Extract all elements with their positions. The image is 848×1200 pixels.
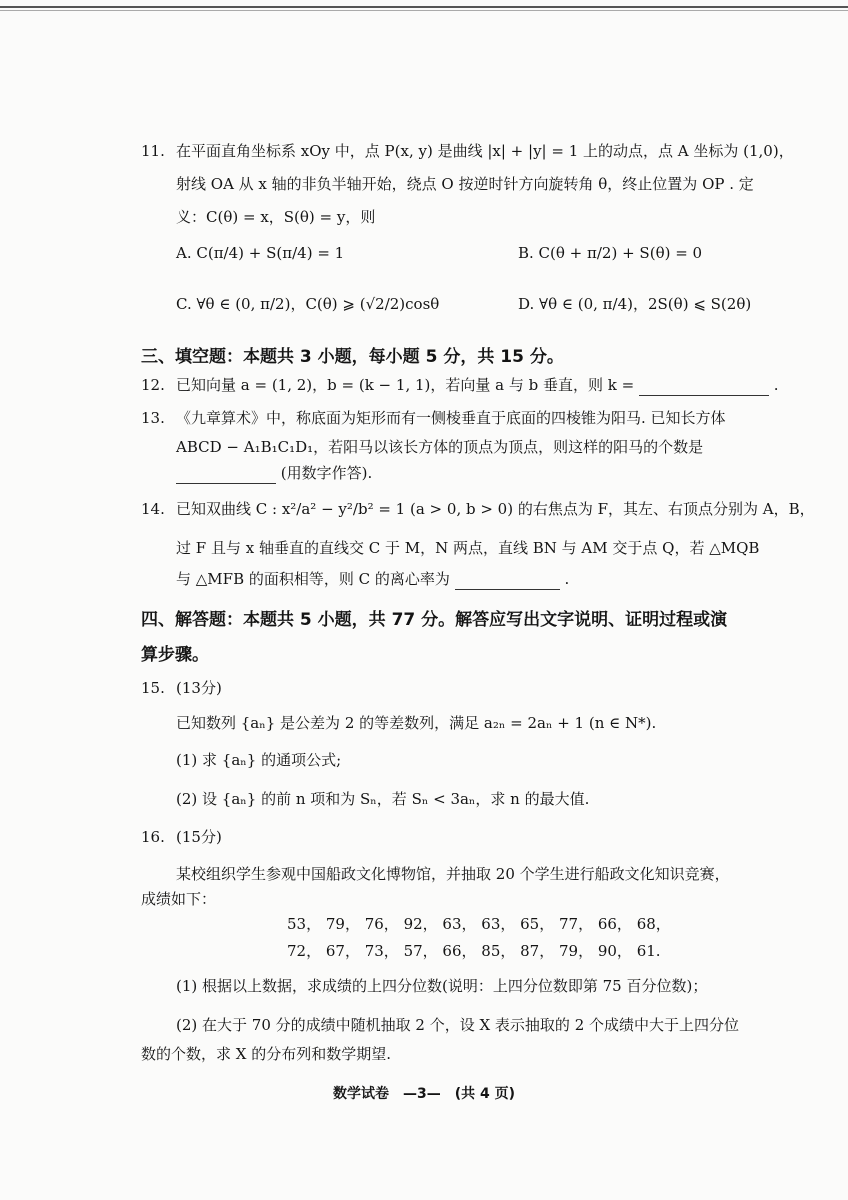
q11-line3: 义：C(θ) = x，S(θ) = y，则 <box>176 208 376 226</box>
q16-number: 16. <box>141 828 165 846</box>
q15-stem: 已知数列 {aₙ} 是公差为 2 的等差数列，满足 a₂ₙ = 2aₙ + 1 (n ∈ N*). <box>176 714 657 732</box>
q12-row <box>176 374 779 396</box>
q13-answer-blank <box>176 469 276 484</box>
q12-text: 已知向量 a = (1, 2)，b = (k − 1, 1)，若向量 a 与 b 垂直，则 k = <box>176 376 635 394</box>
q13-line2: ABCD − A₁B₁C₁D₁，若阳马以该长方体的顶点为顶点，则这样的阳马的个数是 <box>176 438 704 456</box>
q13-line3: (用数字作答). <box>280 464 373 482</box>
q12-answer-blank <box>639 381 769 396</box>
q16-stem2: 成绩如下： <box>141 890 217 908</box>
q11-number: 11. <box>141 142 165 160</box>
q11-line1: 在平面直角坐标系 xOy 中，点 P(x, y) 是曲线 |x| + |y| = 1 上的动点，点 A 坐标为 (1,0)， <box>176 142 794 160</box>
q11-option-d: D. ∀θ ∈ (0, π/4)，2S(θ) ⩽ S(2θ) <box>518 295 752 313</box>
q14-end: . <box>564 570 570 588</box>
q15-points: (13分) <box>176 679 222 697</box>
q14-row3 <box>176 568 569 590</box>
q14-line3: 与 △MFB 的面积相等，则 C 的离心率为 <box>176 570 450 588</box>
q16-stem1: 某校组织学生参观中国船政文化博物馆，并抽取 20 个学生进行船政文化知识竞赛， <box>176 865 730 883</box>
q16-points: (15分) <box>176 828 222 846</box>
top-border-thin-rule <box>0 10 848 11</box>
q15-number: 15. <box>141 679 165 697</box>
q14-line2: 过 F 且与 x 轴垂直的直线交 C 于 M，N 两点，直线 BN 与 AM 交于点 Q，若 △MQB <box>176 539 760 557</box>
q16-data-row2: 72， 67， 73， 57， 66， 85， 87， 79， 90， 61. <box>287 942 661 960</box>
q14-answer-blank <box>455 575 560 590</box>
q11-option-a: A. C(π/4) + S(π/4) = 1 <box>176 244 345 262</box>
section3-heading: 三、填空题：本题共 3 小题，每小题 5 分，共 15 分。 <box>141 347 564 367</box>
q14-number: 14. <box>141 500 165 518</box>
q13-row3 <box>176 462 372 484</box>
q14-line1: 已知双曲线 C : x²/a² − y²/b² = 1 (a > 0, b > 0) 的右焦点为 F，其左、右顶点分别为 A，B， <box>176 500 815 518</box>
q15-part2: (2) 设 {aₙ} 的前 n 项和为 Sₙ，若 Sₙ < 3aₙ，求 n 的最大值. <box>176 790 590 808</box>
q12-end: . <box>773 376 779 394</box>
q11-line2: 射线 OA 从 x 轴的非负半轴开始，绕点 O 按逆时针方向旋转角 θ，终止位置为 OP . 定 <box>176 175 754 193</box>
q16-data-row1: 53， 79， 76， 92， 63， 63， 65， 77， 66， 68， <box>287 915 671 933</box>
section4-heading-line1: 四、解答题：本题共 5 小题，共 77 分。解答应写出文字说明、证明过程或演 <box>141 610 728 630</box>
page-footer: 数学试卷 —3— (共 4 页) <box>332 1086 516 1102</box>
q16-part2-line2: 数的个数，求 X 的分布列和数学期望. <box>141 1045 391 1063</box>
q11-option-c: C. ∀θ ∈ (0, π/2)，C(θ) ⩾ (√2/2)cosθ <box>176 295 440 313</box>
q11-option-b: B. C(θ + π/2) + S(θ) = 0 <box>518 244 703 262</box>
q13-line1: 《九章算术》中，称底面为矩形而有一侧棱垂直于底面的四棱锥为阳马. 已知长方体 <box>176 409 726 427</box>
section4-heading-line2: 算步骤。 <box>141 645 209 665</box>
top-border-rule <box>0 6 848 8</box>
q16-part1: (1) 根据以上数据，求成绩的上四分位数(说明：上四分位数即第 75 百分位数)； <box>176 977 708 995</box>
q12-number: 12. <box>141 376 165 394</box>
q15-part1: (1) 求 {aₙ} 的通项公式; <box>176 751 342 769</box>
q16-part2-line1: (2) 在大于 70 分的成绩中随机抽取 2 个，设 X 表示抽取的 2 个成绩中大于上四分位 <box>176 1016 740 1034</box>
q13-number: 13. <box>141 409 165 427</box>
